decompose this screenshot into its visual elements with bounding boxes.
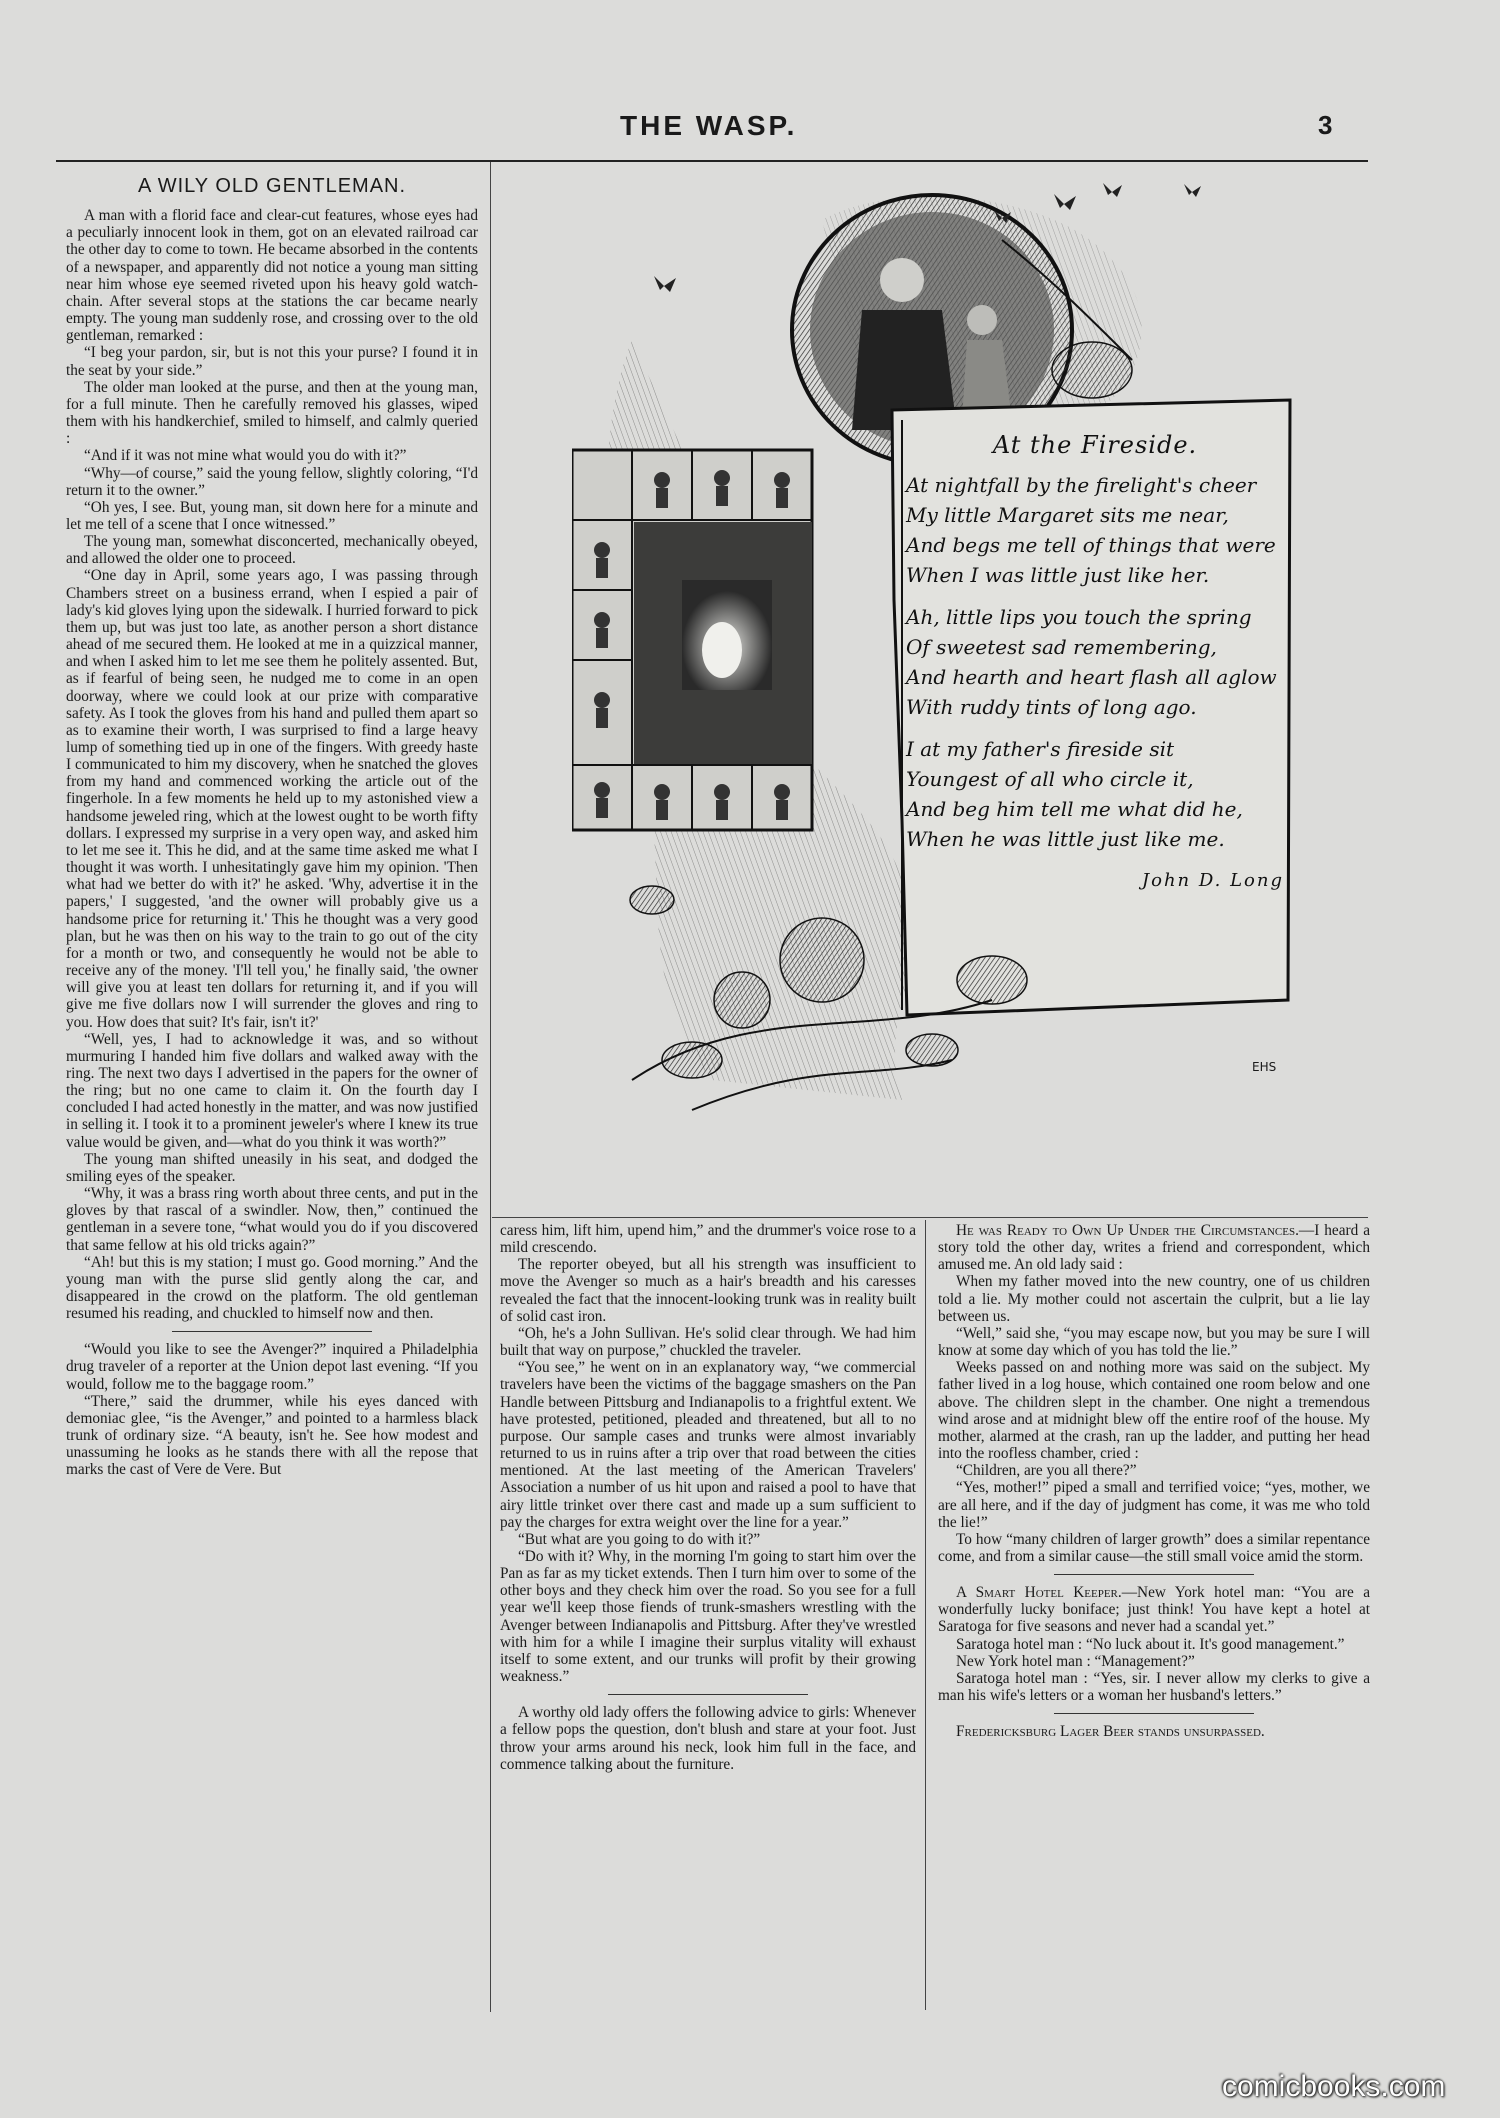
section-separator	[172, 1331, 372, 1332]
page-number: 3	[1318, 110, 1333, 140]
poem-title: At the Fireside.	[992, 431, 1198, 459]
poem-line: At nightfall by the firelight's cheer	[906, 473, 1257, 497]
paragraph: “You see,” he went on in an explanatory way, “we commercial travelers have been the victims of the baggage smashers on the Pan Handle between Pittsburg and Indianapolis to a frightful extent. We have protested, petitioned, pleaded and threatened, but all to no purpose. Our sample cases and trunks were almost invariably returned to us in ruins after a trip over that road between the cities mentioned. At the last meeting of the American Travelers' Association a number of us hit upon and raised a pool to have that airy little trinket over there cast and made up a sum sufficient to pay the charges for extra weight over the line for a year.”	[500, 1359, 916, 1531]
column-2	[500, 1222, 916, 2012]
paragraph: To how “many children of larger growth” does a similar repentance come, and from a similar cause—the still small voice amid the storm.	[938, 1530, 1370, 1565]
paragraph: caress him, lift him, upend him,” and the drummer's voice rose to a mild crescendo.	[500, 1222, 916, 1257]
paragraph: “One day in April, some years ago, I was passing through Chambers street on a business errand, when I espied a pair of lady's kid gloves lying upon the sidewalk. I hurried forward to pick them up, but was just too late, as another person a short distance ahead of me secured them. He looked at me in a quizzical manner, and when I asked him to let me see them he politely assented. But, as if fearful of being seen, he nudged me to come in an open doorway, where we could look at our prize with comparative safety. As I took the gloves from his hand and pulled them apart so as to examine their worth, I was surprised to find a large heavy lump of something tied up in one of the fingers. With greedy haste I communicated to him my discovery, when he snatched the gloves from my hand and commenced working the article out of the fingerhole. In a few moments he held up to my astonished view a handsome jeweled ring, which at the lowest ought to be worth fifty dollars. I expressed my surprise in a very open way, and asked him to let me see it. This he did, and at the same time asked me what I thought it was worth. I unhesitatingly gave him my opinion. 'Then what had we better do with it?' he asked. 'Why, advertise it in the papers,' I suggested, 'and the owner will probably give us a handsome price for returning it.' This he thought was a very good plan, but he was then on his way to the train to go out of the city for a month or two, and consequently he would not be able to receive any of the money. 'I'll tell you,' he finally said, 'the owner will give you at least ten dollars for returning it, and if you will give me five dollars now I will surrender the gloves and ring to you. How does that suit? It's fair, isn't it?'	[66, 567, 478, 1031]
paragraph: “Children, are you all there?”	[956, 1462, 1137, 1480]
page-header	[0, 108, 1500, 148]
poem-author: John D. Long	[1141, 870, 1284, 891]
paragraph: “Oh yes, I see. But, young man, sit down here for a minute and let me tell of a scene that I once witnessed.”	[66, 498, 478, 533]
paragraph: “Oh, he's a John Sullivan. He's solid clear through. We had him built that way on purpose,” chuckled the traveler.	[500, 1324, 916, 1360]
poem-line: And beg him tell me what did he,	[906, 797, 1243, 821]
poem-line: Youngest of all who circle it,	[906, 767, 1194, 791]
illustration-rule	[492, 1217, 1368, 1218]
item-text: —I heard a story told the other day, writes a friend and correspondent, which amused me. An old lady said :	[938, 1222, 1370, 1274]
artist-monogram: EHS	[1252, 1060, 1277, 1074]
article-title: A WILY OLD GENTLEMAN.	[137, 175, 407, 197]
section-separator	[608, 1694, 808, 1695]
paragraph: A worthy old lady offers the following advice to girls: Whenever a fellow pops the question, don't blush and stare at your foot. Just throw your arms around his neck, look him full in the face, and commence talking about the furniture.	[500, 1704, 916, 1773]
paragraph: “Why—of course,” said the young fellow, slightly coloring, “I'd return it to the owner.”	[66, 464, 478, 499]
paragraph: When my father moved into the new country, one of us children told a lie. My mother could not ascertain the culprit, but a lie lay between us.	[938, 1273, 1370, 1325]
paragraph: New York hotel man : “Management?”	[956, 1652, 1195, 1670]
poem-line: And hearth and heart flash all aglow	[906, 665, 1277, 689]
paragraph: “Well, yes, I had to acknowledge it was, and so without murmuring I handed him five dollars and walked away with the ring. The next two days I advertised in the papers for the owner of the ring; but no one came to claim it. On the fourth day I concluded I had acted honestly in the matter, and was now justified in selling it. I took it to a prominent jeweler's where I knew its true value would be given, and—what do you think it was worth?”	[66, 1030, 478, 1151]
column-3	[938, 1222, 1370, 2012]
paragraph: A man with a florid face and clear-cut features, whose eyes had a peculiarly innocent look in them, got on an elevated railroad car the other day to come to town. He became absorbed in the contents of a newspaper, and apparently did not notice a young man sitting near him whose eye seemed riveted upon his heavy gold watch-chain. After several stops at the stations the car became nearly empty. The young man suddenly rose, and crossing over to the old gentleman, remarked :	[66, 207, 478, 345]
fireside-illustration	[572, 180, 1292, 1120]
poem-stanza	[906, 734, 1284, 854]
paragraph: “Ah! but this is my station; I must go. Good morning.” And the young man with the purse slid gently along the car, and disappeared in the crowd on the platform. The old gentleman resumed his reading, and chuckled to himself now and then.	[66, 1253, 478, 1323]
paragraph: The young man, somewhat disconcerted, mechanically obeyed, and allowed the older one to proceed.	[66, 533, 478, 568]
paragraph: The young man shifted uneasily in his seat, and dodged the smiling eyes of the speaker.	[66, 1150, 478, 1185]
paragraph: “And if it was not mine what would you do with it?”	[84, 447, 407, 465]
poem-line: When I was little just like her.	[906, 563, 1210, 587]
paragraph: “Why, it was a brass ring worth about three cents, and put in the gloves by that rascal of a swindler. Now, then,” continued the gentleman in a severe tone, “what would you do if you discovered that same fellow at his old tricks again?”	[66, 1185, 478, 1254]
paragraph: “Do with it? Why, in the morning I'm going to start him over the Pan as far as my ticket extends. Then I turn him over to some of the other boys and they check him over the road. So you see for a full year we'll keep those fiends of trunk-smashers wrestling with the Avenger between Indianapolis and Pittsburg. After they've wrestled with him for a while I imagine their surplus vitality will exhaust itself to some extent, and our trunks will profit by their growing weakness.”	[500, 1547, 916, 1686]
poem	[906, 430, 1284, 896]
item-heading: He was Ready to Own Up Under the Circumstances.	[956, 1222, 1299, 1239]
item-heading: A Smart Hotel Keeper.	[956, 1584, 1122, 1602]
section-separator	[1054, 1574, 1254, 1575]
paragraph: “Well,” said she, “you may escape now, but you may be sure I will know at some day which of you has told the lie.”	[938, 1324, 1370, 1360]
paragraph: “Would you like to see the Avenger?” inquired a Philadelphia drug traveler of a reporter at the Union depot last evening. “If you would, follow me to the baggage room.”	[66, 1341, 478, 1393]
paragraph: Weeks passed on and nothing more was said on the subject. My father lived in a log house, which contained one room below and one above. The children slept in the chamber. One night a tremendous wind arose and at midnight blew off the entire roof of the house. My mother, alarmed at the crash, ran up the ladder, and putting her head into the roofless chamber, cried :	[938, 1359, 1370, 1463]
poem-line: Of sweetest sad remembering,	[906, 635, 1217, 659]
section-separator	[1054, 1713, 1254, 1714]
watermark: comicbooks.com	[1222, 2070, 1446, 2103]
paragraph: “There,” said the drummer, while his eyes danced with demoniac glee, “is the Avenger,” and pointed to a harmless black trunk of ordinary size. “A beauty, isn't he. See how modest and unassuming he looks as he stands there with all the repose that marks the cast of Vere de Vere. But	[66, 1392, 478, 1479]
poem-stanza	[906, 602, 1284, 722]
poem-stanza	[906, 470, 1284, 590]
paragraph: The older man looked at the purse, and then at the young man, for a full minute. Then he carefully removed his glasses, wiped them with his handkerchief, smiled to himself, and calmly queried :	[66, 378, 478, 448]
poem-line: When he was little just like me.	[906, 827, 1225, 851]
column-1	[66, 164, 478, 2014]
paragraph: Saratoga hotel man : “Yes, sir. I never allow my clerks to give a man his wife's letters or a woman her husband's letters.”	[938, 1669, 1370, 1705]
paragraph: The reporter obeyed, but all his strength was insufficient to move the Avenger so much as a hair's breadth and his caresses revealed the fact that the innocent-looking trunk was in reality built of solid cast iron.	[500, 1256, 916, 1325]
poem-line: With ruddy tints of long ago.	[906, 695, 1197, 719]
poem-line: My little Margaret sits me near,	[906, 503, 1229, 527]
paragraph	[938, 1222, 1370, 1273]
masthead: THE WASP.	[620, 110, 798, 141]
paragraph: “Yes, mother!” piped a small and terrified voice; “yes, mother, we are all here, and if the day of judgment has come, it was me who told the lie!”	[938, 1479, 1370, 1531]
paragraph	[938, 1584, 1370, 1635]
advertisement: Fredericksburg Lager Beer stands unsurpassed.	[956, 1723, 1265, 1741]
paragraph: “I beg your pardon, sir, but is not this your purse? I found it in the seat by your side.”	[66, 344, 478, 379]
poem-line: Ah, little lips you touch the spring	[906, 605, 1252, 629]
column-divider	[925, 1220, 926, 2010]
item-text: —New York hotel man: “You are a wonderfully lucky boniface; just think! You have kept a hotel at Saratoga for five seasons and never had a scandal yet.”	[938, 1584, 1370, 1636]
column-divider	[490, 162, 491, 2012]
header-rule	[56, 160, 1368, 162]
paragraph: Saratoga hotel man : “No luck about it. It's good management.”	[956, 1635, 1345, 1653]
paragraph: “But what are you going to do with it?”	[518, 1530, 761, 1548]
poem-line: I at my father's fireside sit	[906, 737, 1175, 761]
poem-line: And begs me tell of things that were	[906, 533, 1276, 557]
